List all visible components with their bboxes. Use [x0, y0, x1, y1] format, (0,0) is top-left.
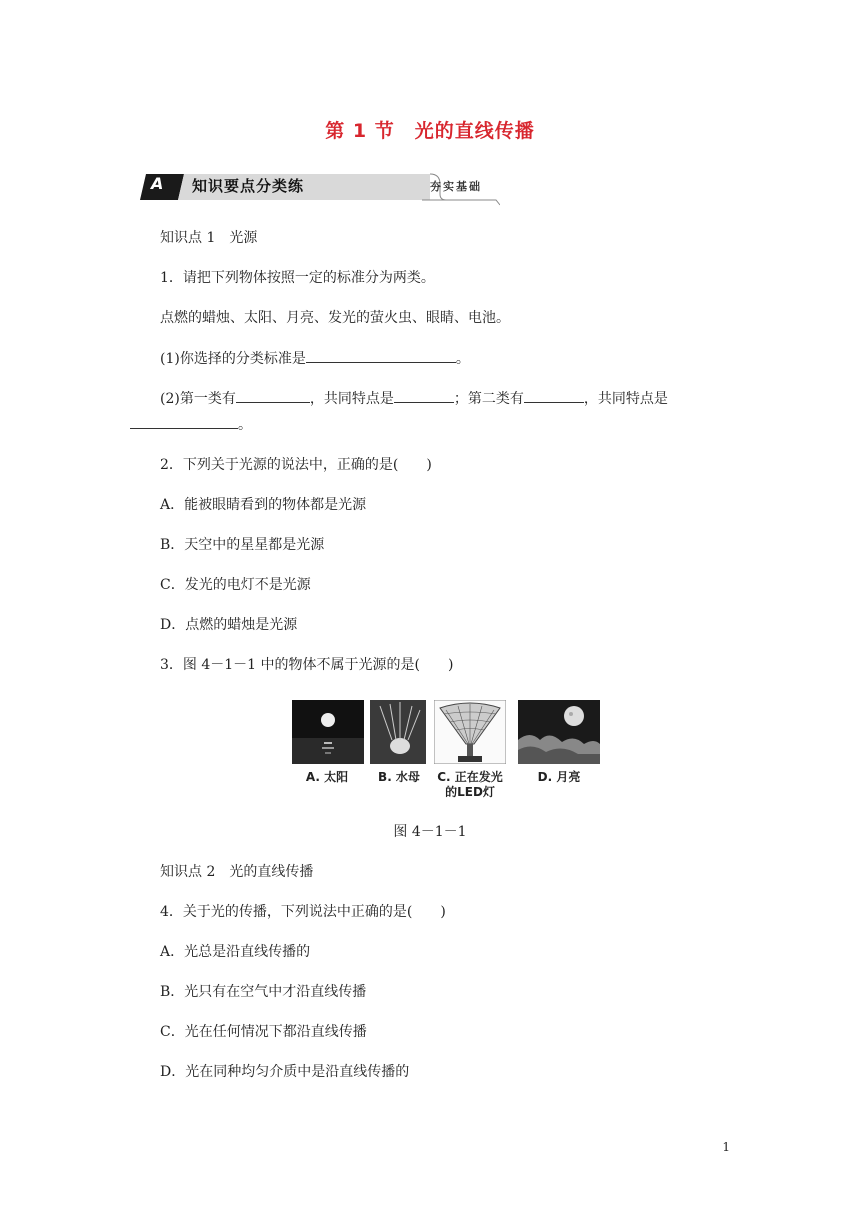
question-1-part-2: [160, 388, 668, 409]
answer-blank[interactable]: [524, 388, 584, 403]
text: (2)第一类有: [160, 391, 236, 407]
question-1-stem: 1．请把下列物体按照一定的标准分为两类。: [160, 270, 435, 286]
question-1-items: 点燃的蜡烛、太阳、月亮、发光的萤火虫、眼睛、电池。: [160, 310, 510, 326]
question-4-option-c: C．光在任何情况下都沿直线传播: [160, 1024, 367, 1040]
moon-image: [518, 700, 600, 764]
page-title: 第 1 节 光的直线传播: [325, 120, 535, 142]
banner-number-badge: A: [151, 174, 164, 193]
question-2-option-d: D．点燃的蜡烛是光源: [160, 617, 298, 633]
page-number: 1: [722, 1140, 730, 1154]
question-2-option-b: B．天空中的星星都是光源: [160, 537, 325, 553]
text: ；第二类有: [453, 391, 524, 407]
question-2-option-c: C．发光的电灯不是光源: [160, 577, 311, 593]
question-2-stem: 2．下列关于光源的说法中，正确的是( ): [160, 457, 432, 473]
led-lamp-image: [434, 700, 506, 764]
banner-subtitle: 夯实基础: [430, 180, 482, 193]
text: 。: [238, 417, 252, 433]
question-1-part-2-cont: [130, 414, 252, 435]
answer-blank[interactable]: [394, 388, 454, 403]
question-4-option-d: D．光在同种均匀介质中是沿直线传播的: [160, 1064, 410, 1080]
question-2-option-a: A．能被眼睛看到的物体都是光源: [160, 497, 367, 513]
caption-a: A. 太阳: [305, 770, 349, 784]
caption-b: B. 水母: [378, 770, 420, 784]
question-3-stem: 3．图 4－1－1 中的物体不属于光源的是( ): [160, 657, 454, 673]
text: (1)你选择的分类标准是: [160, 351, 306, 367]
section-heading-1: 知识点 1 光源: [160, 230, 258, 246]
jellyfish-image: [370, 700, 426, 764]
answer-blank[interactable]: [306, 348, 456, 363]
sun-image: [292, 700, 364, 764]
question-4-stem: 4．关于光的传播，下列说法中正确的是( ): [160, 904, 446, 920]
question-1-part-1: [160, 348, 470, 369]
caption-c-line1: C. 正在发光: [437, 770, 503, 784]
text: ，共同特点是: [309, 391, 394, 407]
text: ，共同特点是: [583, 391, 668, 407]
question-4-option-b: B．光只有在空气中才沿直线传播: [160, 984, 367, 1000]
banner-title: 知识要点分类练: [192, 177, 305, 195]
section-heading-2: 知识点 2 光的直线传播: [160, 864, 314, 880]
question-4-option-a: A．光总是沿直线传播的: [160, 944, 311, 960]
answer-blank[interactable]: [130, 414, 238, 429]
text: 。: [455, 351, 470, 367]
caption-d: D. 月亮: [537, 770, 581, 784]
caption-c-line2: 的LED灯: [445, 785, 495, 799]
answer-blank[interactable]: [236, 388, 310, 403]
figure-label: 图 4－1－1: [393, 824, 467, 840]
